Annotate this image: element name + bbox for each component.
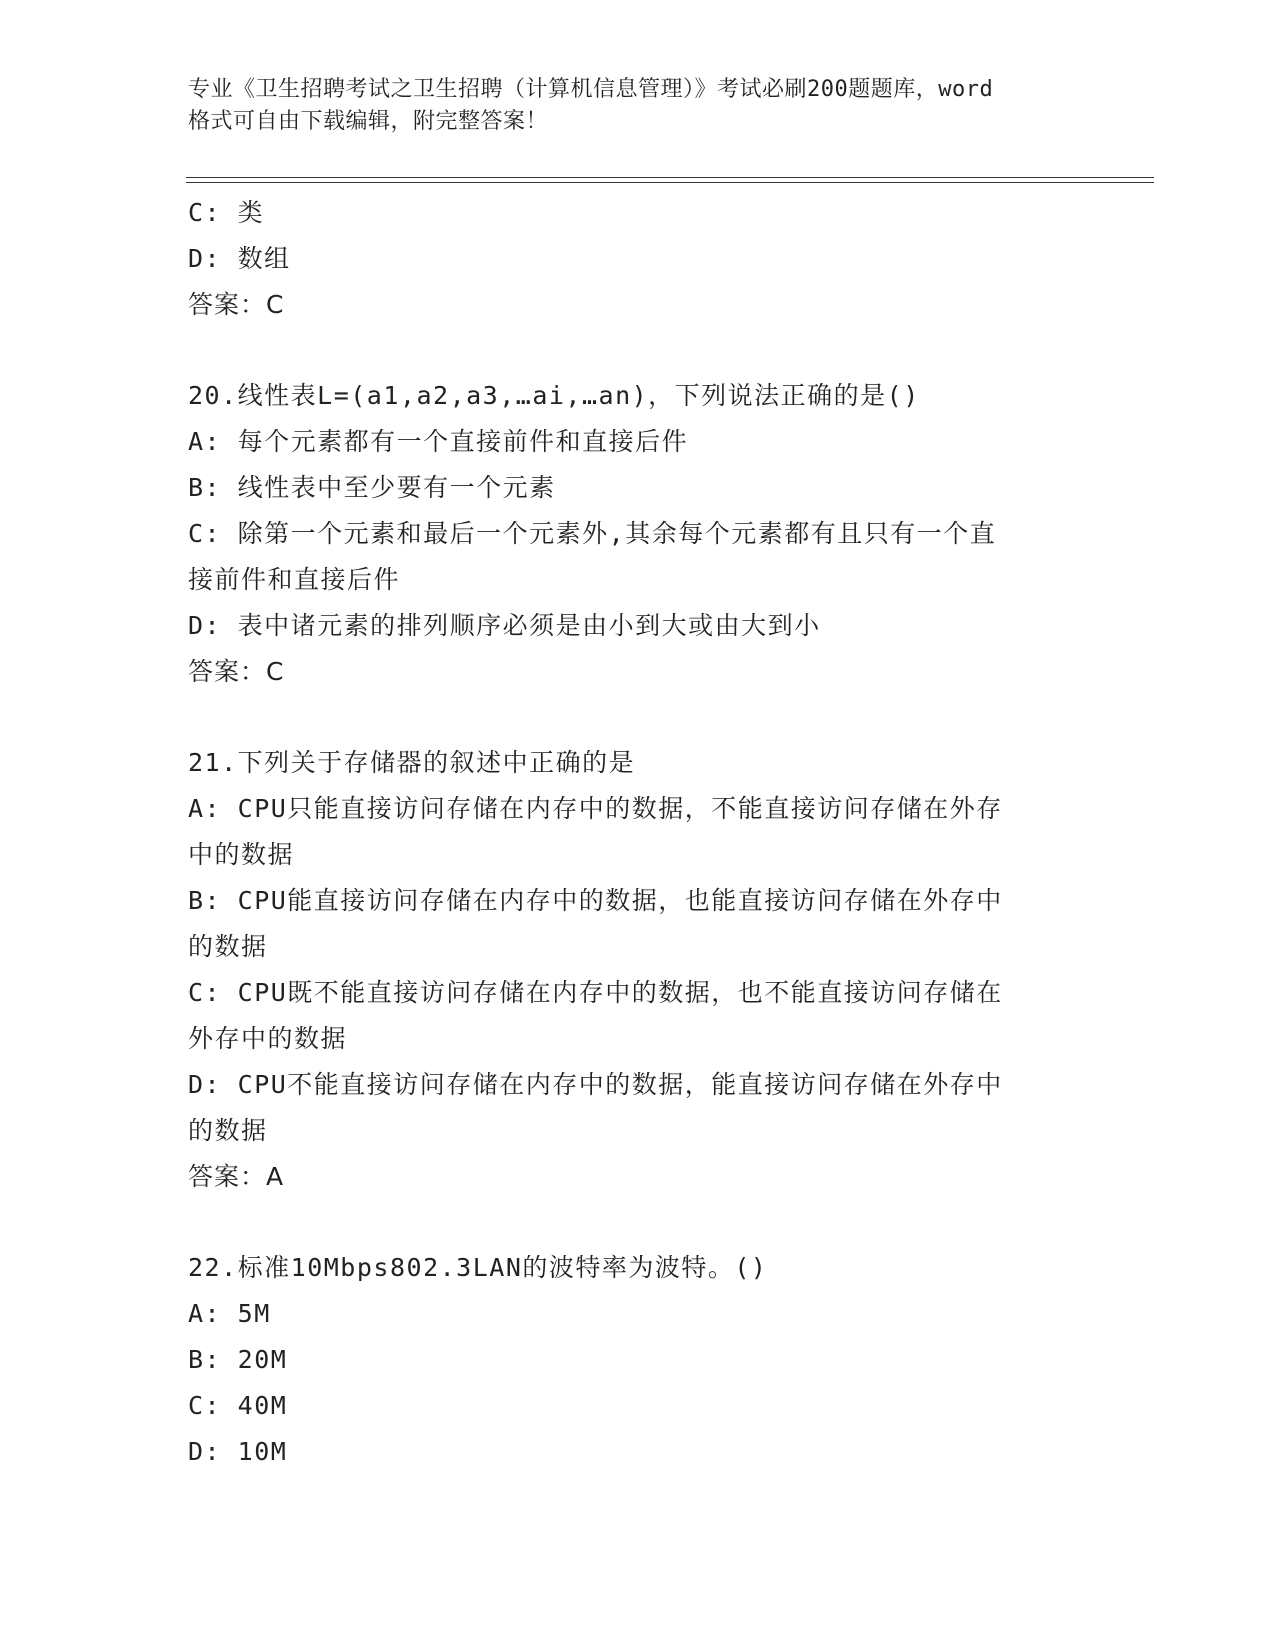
question-block-22: [188, 1245, 1068, 1475]
option-c: C: CPU既不能直接访问存储在内存中的数据，也不能直接访问存储在: [188, 978, 1003, 1007]
option-a: A: 每个元素都有一个直接前件和直接后件: [188, 427, 689, 456]
question-text: 22.标准10Mbps802.3LAN的波特率为波特。(): [188, 1253, 768, 1282]
spacer: [188, 1200, 1068, 1245]
answer-line: 答案：C: [188, 290, 285, 319]
option-d: D: 10M: [188, 1437, 288, 1466]
header-line-1: 专业《卫生招聘考试之卫生招聘（计算机信息管理）》考试必刷200题题库，word: [188, 77, 994, 102]
option-b: B: CPU能直接访问存储在内存中的数据，也能直接访问存储在外存中: [188, 886, 1003, 915]
question-block-prev: [188, 190, 1068, 328]
option-a-continued: 中的数据: [188, 840, 295, 869]
option-c-continued: 外存中的数据: [188, 1024, 348, 1053]
question-block-20: [188, 373, 1068, 695]
option-a: A: 5M: [188, 1299, 271, 1328]
option-b: B: 线性表中至少要有一个元素: [188, 473, 556, 502]
option-c-continued: 接前件和直接后件: [188, 565, 401, 594]
option-c: C: 除第一个元素和最后一个元素外,其余每个元素都有且只有一个直: [188, 519, 997, 548]
header-divider-bottom: [186, 182, 1154, 183]
header-divider-top: [186, 177, 1154, 178]
option-d: D: 表中诸元素的排列顺序必须是由小到大或由大到小: [188, 611, 821, 640]
option-c: C: 类: [188, 198, 265, 227]
document-header: [188, 74, 1088, 138]
option-b: B: 20M: [188, 1345, 288, 1374]
question-text: 20.线性表L=(a1,a2,a3,…ai,…an)，下列说法正确的是(): [188, 381, 920, 410]
question-block-21: [188, 740, 1068, 1200]
answer-line: 答案：A: [188, 1162, 285, 1191]
option-b-continued: 的数据: [188, 932, 268, 961]
option-d: D: 数组: [188, 244, 291, 273]
answer-line: 答案：C: [188, 657, 285, 686]
header-line-2: 格式可自由下载编辑，附完整答案！: [188, 109, 549, 134]
option-d: D: CPU不能直接访问存储在内存中的数据，能直接访问存储在外存中: [188, 1070, 1003, 1099]
option-c: C: 40M: [188, 1391, 288, 1420]
option-d-continued: 的数据: [188, 1116, 268, 1145]
spacer: [188, 695, 1068, 740]
document-body: [188, 190, 1068, 1475]
question-text: 21.下列关于存储器的叙述中正确的是: [188, 748, 636, 777]
option-a: A: CPU只能直接访问存储在内存中的数据，不能直接访问存储在外存: [188, 794, 1003, 823]
spacer: [188, 328, 1068, 373]
